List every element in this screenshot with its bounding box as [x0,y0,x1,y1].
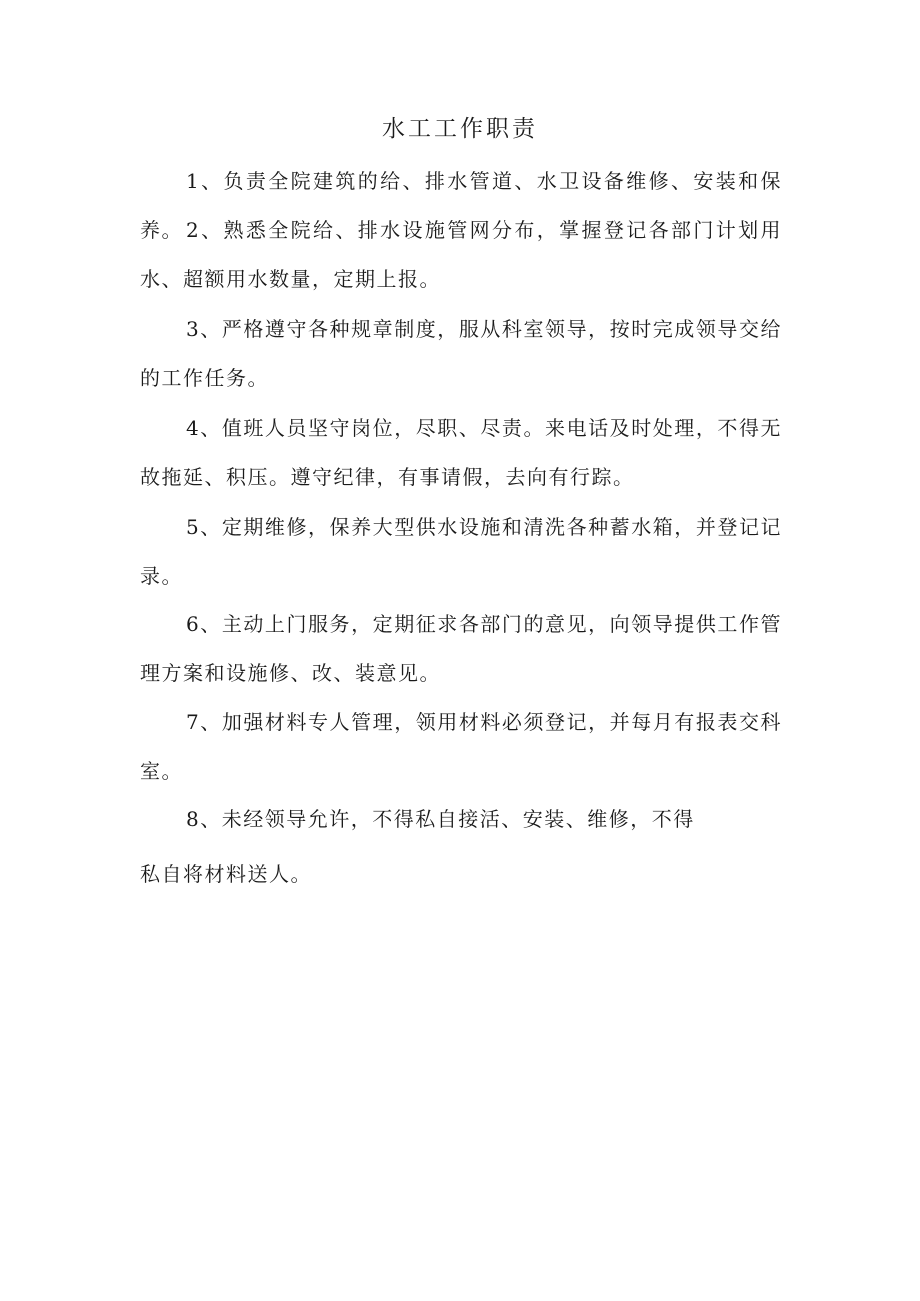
clause-1: 1、负责全院建筑的给、排水管道、水卫设备维修、安装和保养。 [140,169,782,242]
clause-3: 3、严格遵守各种规章制度，服从科室领导，按时完成领导交给的工作任务。 [140,317,782,390]
clause-8: 8、未经领导允许，不得私自接活、安装、维修，不得 [186,807,695,831]
clause-5: 5、定期维修，保养大型供水设施和清洗各种蓄水箱，并登记记录。 [140,515,782,588]
clause-8-continuation: 私自将材料送人。 [140,862,312,886]
page-title: 水工工作职责 [382,116,538,142]
clause-2: 2、熟悉全院给、排水设施管网分布，掌握登记各部门计划用水、超额用水数量，定期上报。 [140,218,782,291]
clause-4: 4、值班人员坚守岗位，尽职、尽责。来电话及时处理，不得无故拖延、积压。遵守纪律，有事请假，去向有行踪。 [140,416,782,489]
clause-7: 7、加强材料专人管理，领用材料必须登记，并每月有报表交科室。 [140,710,782,783]
clause-6: 6、主动上门服务，定期征求各部门的意见，向领导提供工作管理方案和设施修、改、装意见。 [140,612,782,685]
